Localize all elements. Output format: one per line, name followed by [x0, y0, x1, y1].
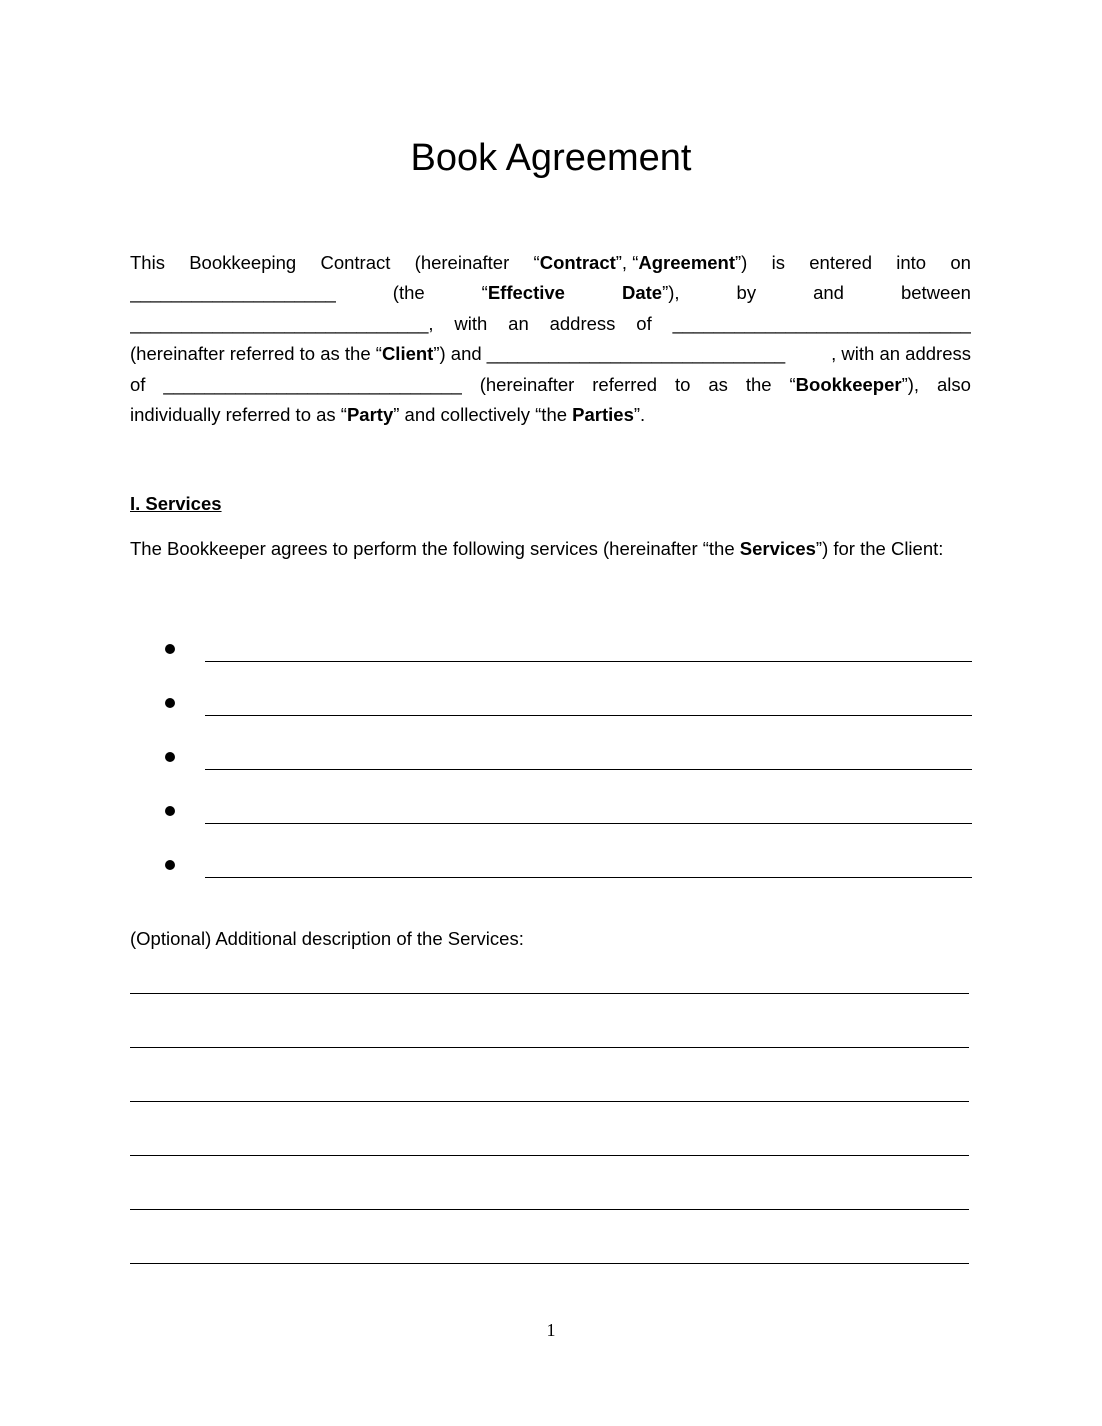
service-blank-line[interactable] [205, 822, 972, 824]
list-item [160, 612, 972, 666]
intro-line-4 [130, 339, 971, 369]
word: address [549, 312, 616, 334]
word: referred [592, 373, 658, 395]
description-blank-line[interactable] [130, 1048, 969, 1102]
word: of [636, 312, 652, 334]
client-name-group: _____________________________, [130, 312, 434, 334]
service-blank-line[interactable] [205, 768, 972, 770]
bullet-icon [165, 644, 175, 654]
date-term: Date”), [621, 282, 680, 304]
service-blank-line[interactable] [205, 876, 972, 878]
intro-paragraph [130, 248, 971, 430]
description-lines [130, 993, 969, 1264]
intro-line-5 [130, 370, 971, 400]
word: an [508, 312, 529, 334]
word: by [736, 282, 757, 304]
bullet-icon [165, 806, 175, 816]
word: to [674, 373, 691, 395]
word: with [454, 312, 488, 334]
bookkeeper-term: “Bookkeeper”), [789, 373, 920, 395]
word: Bookkeeping [189, 252, 297, 273]
description-blank-line[interactable] [130, 994, 969, 1048]
intro-line-2 [130, 278, 971, 308]
page-number: 1 [546, 1320, 556, 1340]
effective-term: “Effective [481, 282, 565, 304]
optional-description-label: (Optional) Additional description of the Services: [130, 928, 524, 949]
description-blank-line[interactable] [130, 1102, 969, 1156]
word: is [771, 252, 785, 273]
word: between [900, 282, 971, 304]
word: (the [392, 282, 425, 304]
contract-term: “Contract”, “Agreement”) [533, 252, 748, 273]
word: as [708, 373, 728, 395]
phrase: , with an address [831, 343, 971, 365]
description-blank-line[interactable] [130, 1156, 969, 1210]
list-item [160, 666, 972, 720]
list-item [160, 774, 972, 828]
effective-date-blank[interactable]: ____________________ [130, 282, 336, 304]
word: This [130, 252, 165, 273]
client-name-blank[interactable]: _____________________________ [130, 312, 429, 334]
services-paragraph: The Bookkeeper agrees to perform the following services (hereinafter “the Services”) for the Client: [130, 538, 944, 559]
services-bullet-list [160, 612, 972, 882]
word: and [813, 282, 844, 304]
document-title: Book Agreement [410, 137, 692, 179]
bullet-icon [165, 752, 175, 762]
word: the [745, 373, 772, 395]
word: on [950, 252, 971, 273]
word: (hereinafter [479, 373, 575, 395]
service-blank-line[interactable] [205, 714, 972, 716]
bookkeeper-name-blank[interactable]: _____________________________ [486, 343, 786, 365]
description-blank-line[interactable] [130, 1210, 969, 1264]
service-blank-line[interactable] [205, 660, 972, 662]
word: into [896, 252, 927, 273]
bullet-icon [165, 860, 175, 870]
word: Contract [320, 252, 391, 273]
intro-line-6: individually referred to as “Party” and collectively “the Parties”. [130, 403, 646, 425]
word: also [936, 373, 971, 395]
word: entered [809, 252, 872, 273]
client-term: (hereinafter referred to as the “Client”) and _____________________________ [130, 343, 786, 365]
word: (hereinafter [414, 252, 510, 273]
list-item [160, 828, 972, 882]
word: of [130, 373, 146, 395]
client-address-blank[interactable]: _____________________________ [672, 312, 971, 334]
bullet-icon [165, 698, 175, 708]
intro-line-3 [130, 309, 971, 339]
list-item [160, 720, 972, 774]
section-heading-services: I. Services [130, 493, 222, 514]
bookkeeper-address-blank[interactable]: _____________________________ [163, 373, 462, 395]
intro-line-1 [130, 248, 971, 278]
